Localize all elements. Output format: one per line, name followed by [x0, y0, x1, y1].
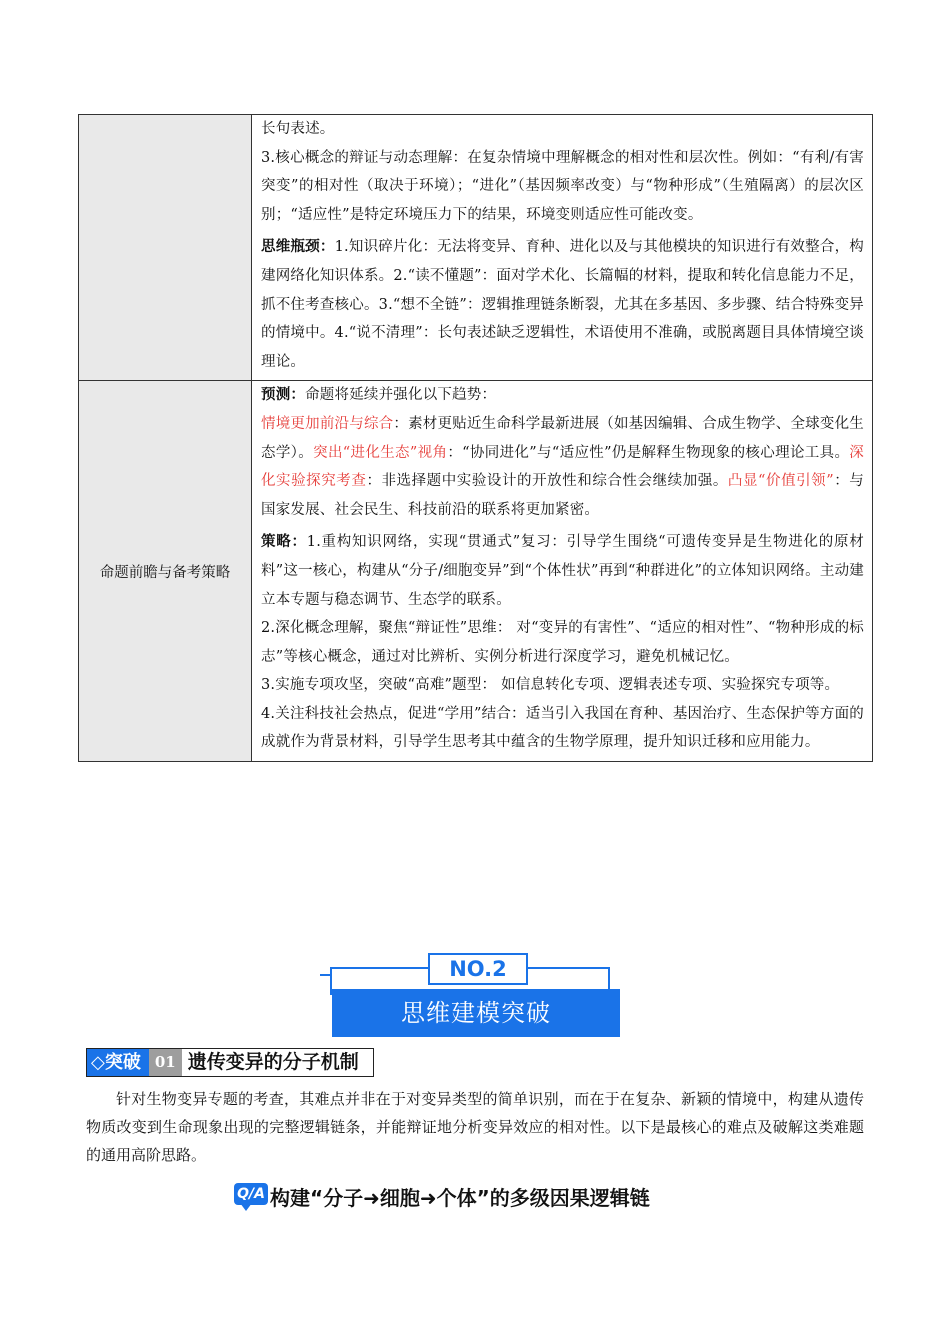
- trend-1-highlight: 情境更加前沿与综合: [261, 415, 394, 432]
- section-title: 遗传变异的分子机制: [182, 1049, 373, 1076]
- table-row: [79, 115, 873, 381]
- strategy-1-text: 1.重构知识网络，实现“贯通式”复习：引导学生围绕“可遗传变异是生物进化的原材料”这一核心，构建从“分子/细胞变异”到“个体性状”再到“种群进化”的立体知识网络。主动建立本专题与稳态调节、生态学的联系。: [261, 534, 864, 608]
- qa-heading: [234, 1181, 650, 1211]
- row-label-cell: [79, 115, 252, 381]
- row-content-cell: [252, 115, 873, 381]
- table-row: [79, 381, 873, 762]
- intro-paragraph: 针对生物变异专题的考查，其难点并非在于对变异类型的简单识别，而在于在复杂、新颖的情境中，构建从遗传物质改变到生命现象出现的完整逻辑链条，并能辩证地分析变异效应的相对性。以下是最核心的难点及破解这类难题的通用高阶思路。: [86, 1090, 864, 1164]
- trend-2-text: ：“协同进化”与“适应性”仍是解释生物现象的核心理论工具。: [447, 444, 850, 461]
- predict-heading: [261, 381, 864, 410]
- strategy-4-paragraph: 4.关注科技社会热点，促进“学用”结合：适当引入我国在育种、基因治疗、生态保护等方面的成就作为背景材料，引导学生思考其中蕴含的生物学原理，提升知识迁移和应用能力。: [261, 705, 864, 751]
- bottleneck-text: 1.知识碎片化：无法将变异、育种、进化以及与其他模块的知识进行有效整合，构建网络化知识体系。2.“读不懂题”：面对学术化、长篇幅的材料，提取和转化信息能力不足，抓不住考查核心。3.“想不全链”：逻辑推理链条断裂，尤其在多基因、多步骤、结合特殊变异的情境中。4.“说不清理”：长句表述缺乏逻辑性，术语使用不准确，或脱离题目具体情境空谈理论。: [261, 239, 865, 370]
- qa-title: 构建“分子➜细胞➜个体”的多级因果逻辑链: [270, 1185, 650, 1210]
- core-concept-paragraph: 3.核心概念的辩证与动态理解：在复杂情境中理解概念的相对性和层次性。例如：“有利/有害突变”的相对性（取决于环境）；“进化”（基因频率改变）与“物种形成”（生殖隔离）的层次区别；“适应性”是特定环境压力下的结果，环境变则适应性可能改变。: [261, 149, 864, 223]
- section-heading: [86, 1048, 374, 1077]
- trends-paragraph: [261, 410, 864, 524]
- content-table: [78, 114, 873, 762]
- strategy-label: 策略：: [261, 534, 307, 551]
- banner-title: 思维建模突破: [332, 989, 620, 1037]
- bottleneck-paragraph: [261, 233, 864, 376]
- trend-1-text: ：素材更贴近生命科学最新进展（如基因编辑、合成生物学、全球变化生态学）。: [261, 415, 864, 461]
- trend-4-text: ：与国家发展、社会民生、科技前沿的联系将更加紧密。: [261, 473, 864, 518]
- qa-icon: [234, 1183, 268, 1209]
- trend-2-highlight: 突出“进化生态”视角: [313, 444, 448, 461]
- strategy-3-paragraph: 3.实施专项攻坚，突破“高难”题型： 如信息转化专项、逻辑表述专项、实验探究专项等。: [261, 677, 840, 694]
- qa-icon-label: Q/A: [234, 1183, 268, 1205]
- bottleneck-label: 思维瓶颈：: [261, 239, 335, 256]
- section-tag: ◇突破: [87, 1049, 149, 1076]
- row-content-cell: [252, 381, 873, 762]
- row-label-cell: 命题前瞻与备考策略: [79, 381, 252, 762]
- section-index: 01: [149, 1049, 182, 1076]
- predict-label: 预测：: [261, 387, 306, 404]
- strategy-2-paragraph: 2.深化概念理解，聚焦“辩证性”思维： 对“变异的有害性”、“适应的相对性”、“物种形成的标志”等核心概念，通过对比辨析、实例分析进行深度学习，避免机械记忆。: [261, 620, 864, 665]
- strategy-1-paragraph: [261, 528, 864, 614]
- banner-number: NO.2: [428, 953, 528, 985]
- text-line: 长句表述。: [261, 121, 335, 137]
- predict-text: 命题将延续并强化以下趋势：: [305, 387, 497, 404]
- trend-4-highlight: 凸显“价值引领”: [727, 473, 834, 490]
- trend-3-highlight: 深化实验探究考查: [261, 444, 864, 490]
- section-banner: [320, 952, 630, 1042]
- trend-3-text: ：非选择题中实验设计的开放性和综合性会继续加强。: [366, 473, 728, 490]
